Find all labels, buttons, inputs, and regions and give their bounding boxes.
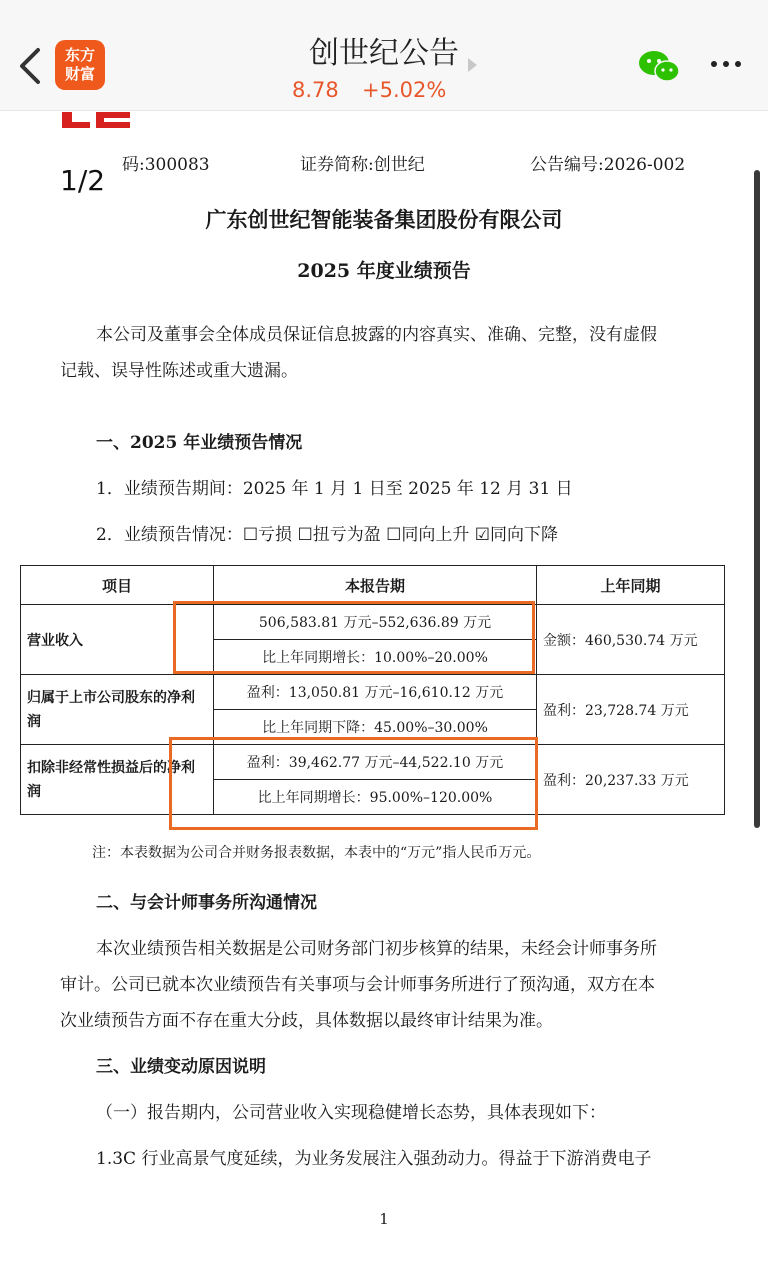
row-change: 比上年同期增长：10.00%–20.00% [214,640,537,675]
report-title: 2025 年度业绩预告 [297,260,471,282]
stock-short-name: 证券简称:创世纪 [300,155,425,175]
profit-highlight-box [169,737,538,830]
forecast-period: 1．业绩预告期间：2025 年 1 月 1 日至 2025 年 12 月 31 日 [96,479,573,499]
company-logo [60,110,132,130]
notice-number: 公告编号:2026-002 [530,155,686,175]
row-item: 归属于上市公司股东的净利润 [21,675,214,745]
para-3-line-2: 1.3C 行业高景气度延续，为业务发展注入强劲动力。得益于下游消费电子 [96,1149,652,1169]
row-prior: 金额：460,530.74 万元 [537,605,725,675]
para-3-line-1: （一）报告期内，公司营业收入实现稳健增长态势，具体表现如下： [96,1103,606,1123]
expand-arrow-icon[interactable] [468,58,477,72]
price-change: +5.02% [362,78,447,102]
app-logo-line1: 东方 [64,46,95,64]
table-header: 上年同期 [537,566,725,605]
row-change: 比上年同期增长：95.00%–120.00% [214,780,537,815]
row-item: 扣除非经常性损益后的净利润 [21,745,214,815]
row-prior: 盈利：23,728.74 万元 [537,675,725,745]
more-icon[interactable] [708,54,744,74]
table-header: 本报告期 [214,566,537,605]
section-2-heading: 二、与会计师事务所沟通情况 [96,893,317,913]
page-title: 创世纪公告 [309,36,459,71]
row-current: 盈利：13,050.81 万元–16,610.12 万元 [214,675,537,710]
row-current: 506,583.81 万元–552,636.89 万元 [214,605,537,640]
row-item: 营业收入 [21,605,214,675]
forecast-type: 2．业绩预告情况：☐亏损 ☐扭亏为盈 ☐同向上升 ☑同向下降 [96,525,558,545]
statement-line-1: 本公司及董事会全体成员保证信息披露的内容真实、准确、完整，没有虚假 [96,325,657,345]
row-change: 比上年同期下降：45.00%–30.00% [214,710,537,745]
row-current: 盈利：39,462.77 万元–44,522.10 万元 [214,745,537,780]
app-header [0,0,768,111]
stock-price: 8.78 [292,78,339,102]
table-header-row [21,566,725,605]
wechat-icon[interactable] [637,50,681,82]
para-2-line-2: 审计。公司已就本次业绩预告有关事项与会计师事务所进行了预沟通，双方在本 [60,975,655,995]
para-2-line-1: 本次业绩预告相关数据是公司财务部门初步核算的结果，未经会计师事务所 [96,939,657,959]
table-header: 项目 [21,566,214,605]
table-note: 注：本表数据为公司合并财务报表数据，本表中的“万元”指人民币万元。 [92,845,541,861]
stock-code: 码:300083 [122,155,210,175]
app-logo-line2: 财富 [64,65,95,83]
page-indicator: 1/2 [60,164,106,197]
company-name: 广东创世纪智能装备集团股份有限公司 [205,207,563,232]
table-row [21,675,725,710]
revenue-highlight-box [173,601,535,674]
para-2-line-3: 次业绩预告方面不存在重大分歧，具体数据以最终审计结果为准。 [60,1011,553,1031]
page-number: 1 [379,1210,389,1228]
section-3-heading: 三、业绩变动原因说明 [96,1057,266,1077]
statement-line-2: 记载、误导性陈述或重大遗漏。 [60,361,298,381]
row-prior: 盈利：20,237.33 万元 [537,745,725,815]
section-1-heading: 一、2025 年业绩预告情况 [96,433,303,453]
